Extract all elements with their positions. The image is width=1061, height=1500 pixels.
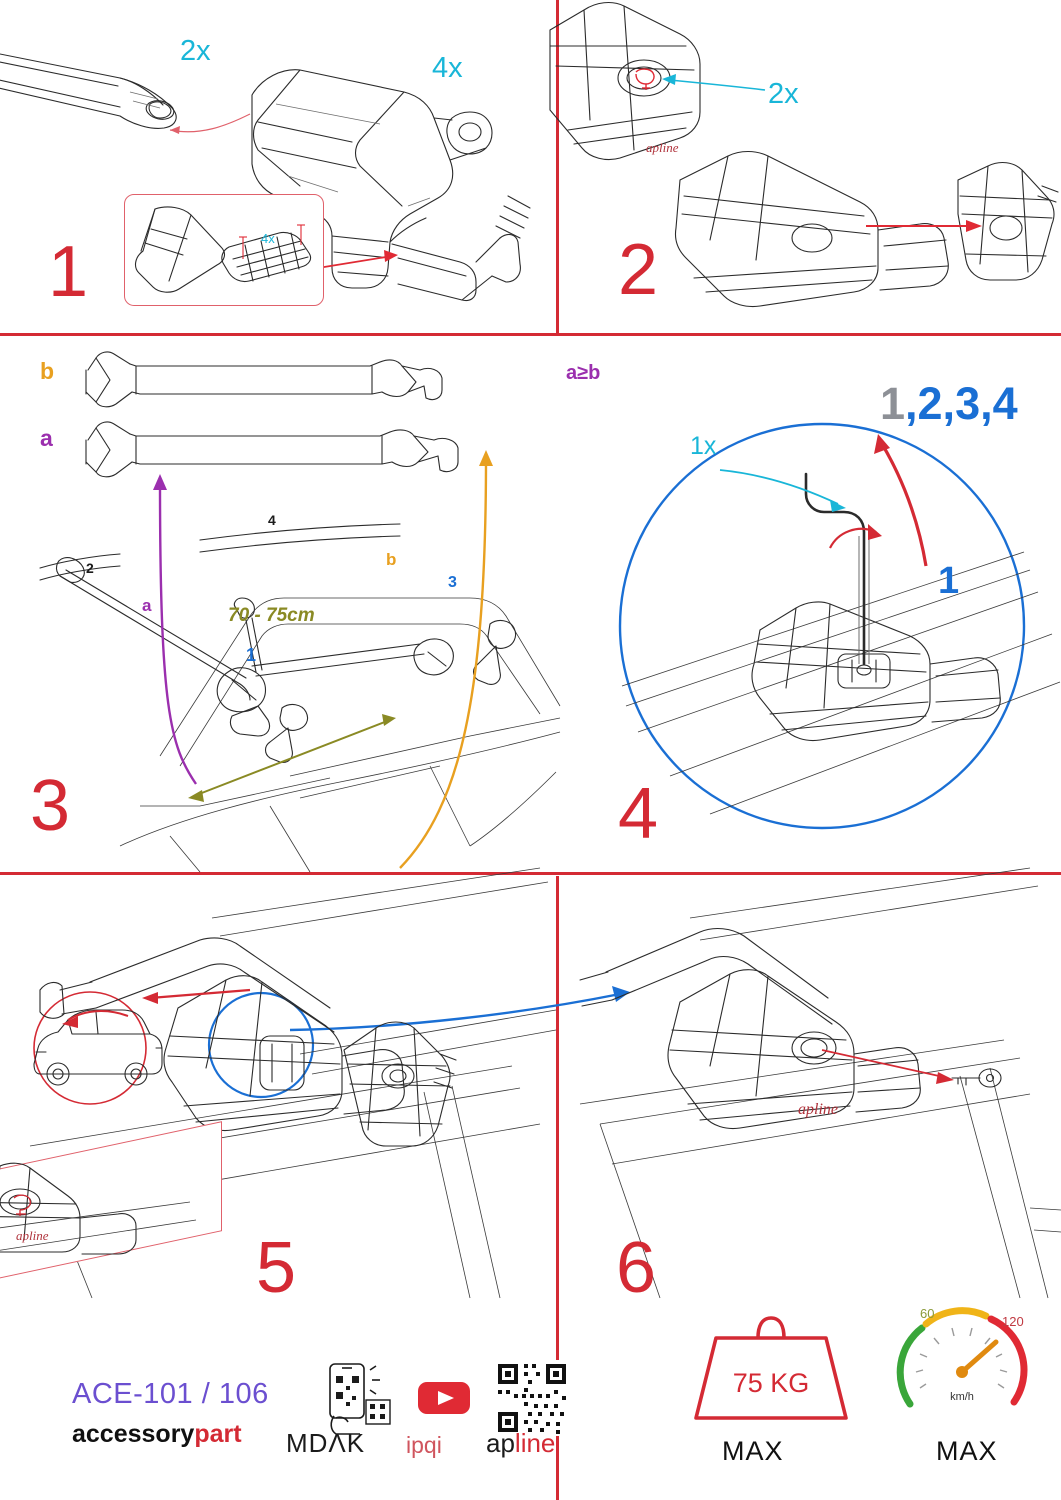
footer-branding (0, 1370, 560, 1500)
step-1-qty-bar: 2x (180, 35, 211, 67)
step-3-arrow-a-label: a (142, 596, 152, 615)
svg-text:apline: apline (798, 1101, 838, 1118)
brand-part-text: part (194, 1420, 242, 1448)
step-3-bar-b-label: b (40, 358, 55, 384)
max-speed-icon (892, 1296, 1032, 1432)
product-model: ACE-101 / 106 (72, 1378, 269, 1410)
youtube-icon[interactable] (416, 1378, 472, 1418)
step-3-marker-3: 3 (448, 574, 457, 591)
step-4-condition-text: a≥b (566, 362, 601, 384)
step-4-number: 4 (618, 774, 660, 854)
step-1-inset-qty: 4x (261, 231, 275, 246)
brand-ipqi: ipqi (406, 1432, 442, 1458)
step-3-marker-4: 4 (268, 512, 276, 528)
step-4-illustration (600, 420, 1061, 872)
step-2-qty: 2x (768, 78, 799, 110)
step-3-distance-label: 70 - 75cm (228, 605, 315, 626)
step-4-order-sequence (880, 378, 1018, 430)
speed-max-tick-text: 120 (1002, 1314, 1024, 1329)
max-speed-label: MAX (936, 1436, 998, 1466)
section-divider-vertical-top (556, 0, 559, 333)
brand-accessorypart (72, 1420, 242, 1449)
step-1-detail-illustration (125, 195, 323, 305)
brand-apline (486, 1428, 555, 1459)
step-1-detail-inset (124, 194, 324, 306)
step-4-condition (566, 362, 600, 385)
step-5-number: 5 (256, 1228, 298, 1308)
speed-unit-text: km/h (950, 1391, 974, 1403)
step-3-number: 3 (30, 766, 72, 846)
step-3-marker-2: 2 (86, 560, 94, 576)
step-3-arrow-b-label: b (386, 550, 397, 569)
svg-text:apline: apline (646, 140, 679, 155)
step-4-order-rest: ,2,3,4 (905, 378, 1018, 429)
svg-text:apline: apline (16, 1228, 49, 1243)
step-4-turn-first: 1 (938, 560, 960, 602)
max-weight-value-text: 75 KG (732, 1368, 810, 1398)
step-2-number: 2 (618, 230, 660, 310)
step-1-number: 1 (48, 232, 90, 312)
qr-code-icon[interactable] (494, 1360, 570, 1436)
step-3-bar-a-label: a (40, 425, 53, 451)
step-1-qty-foot: 4x (432, 52, 463, 84)
brand-apline-ap: ap (486, 1428, 515, 1458)
step-3-illustration (0, 336, 620, 872)
brand-apline-line: line (514, 1428, 556, 1458)
step-4-order-first: 1 (880, 378, 906, 429)
step-5-detail-illustration (0, 1140, 220, 1270)
brand-mdak: MDΛK (286, 1428, 366, 1458)
step-3-marker-1: 1 (246, 645, 257, 665)
speed-min-tick-text: 60 (920, 1306, 935, 1321)
brand-accessory-text: accessory (72, 1420, 195, 1448)
max-weight-label: MAX (722, 1436, 784, 1466)
section-divider-2 (0, 872, 1061, 875)
step-4-qty: 1x (690, 432, 717, 460)
step-6-number: 6 (616, 1228, 658, 1308)
